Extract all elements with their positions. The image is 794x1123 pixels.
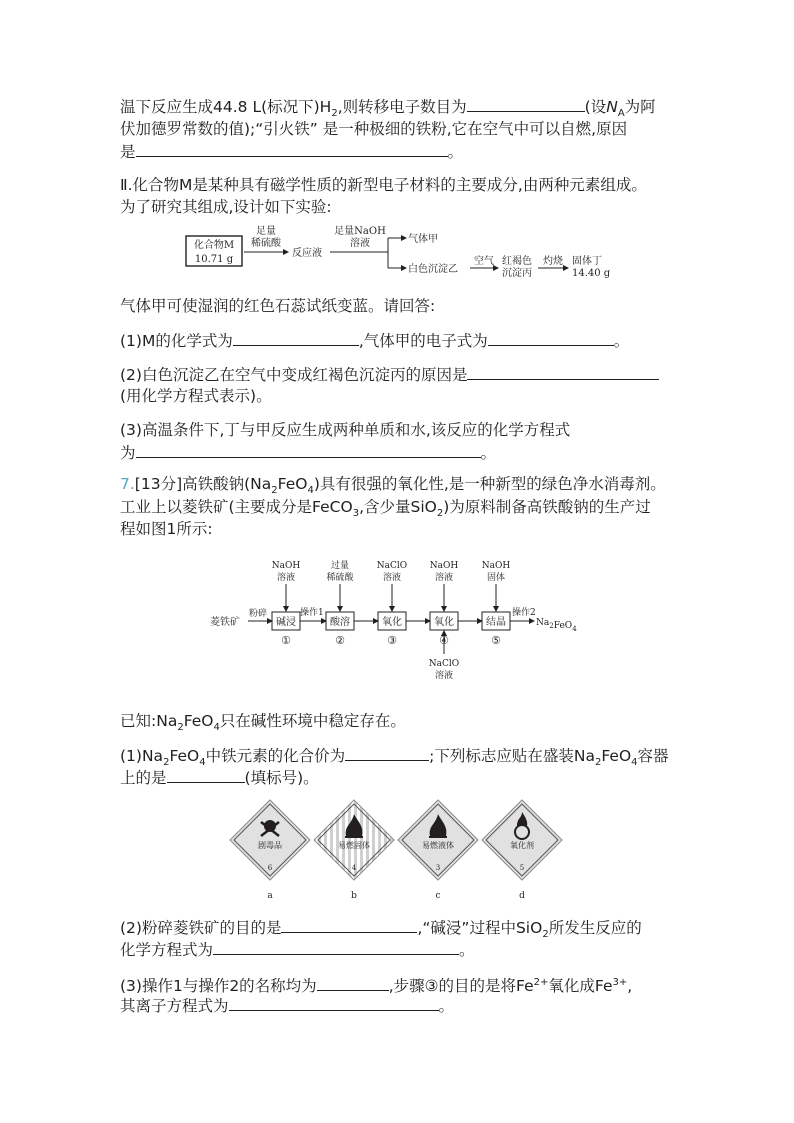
diagram-label: 白色沉淀乙 [408,264,458,275]
text: 已知:Na [120,712,178,730]
text-line [120,442,496,463]
diagram-label: 反应液 [292,248,322,259]
answer-blank[interactable] [167,767,245,783]
flow-reagent-label: NaClO [428,659,460,669]
superscript: 2+ [533,977,549,988]
experiment-diagram [180,222,620,282]
hazard-sign-number: 5 [519,864,525,872]
subscript: 2 [331,108,338,120]
flow-step-number: ① [281,634,291,647]
text-line [120,386,272,406]
flow-box-label: 氧化 [382,617,402,628]
flow-step-label: 操作2 [512,608,536,618]
hazard-sign-label: 易燃固体 [338,841,370,850]
hazard-sign-number: 6 [267,864,273,872]
subscript: 4 [199,757,206,769]
text: [13分]高铁酸钠(Na [134,475,272,493]
text: 只在碱性环境中稳定存在。 [219,712,406,730]
diagram-label: 足量NaOH [334,226,386,237]
text: 其离子方程式为 [120,997,229,1015]
question-3 [120,420,570,440]
question-2 [120,364,659,385]
flow-step-number: ④ [439,634,449,647]
flow-reagent-label: 溶液 [434,573,454,583]
answer-blank[interactable] [467,96,585,112]
text: )具有很强的氧化性,是一种新型的绿色净水消毒剂。 [313,475,666,493]
text: Ⅱ.化合物M是某种具有磁学性质的新型电子材料的主要成分,由两种元素组成。 [120,176,647,194]
subscript: 4 [572,625,577,633]
text: ,则转移电子数目为 [337,98,467,116]
hazard-signs [228,798,564,902]
text: 容器 [637,747,669,765]
text: Na [536,618,550,628]
diagram-label: 14.40 g [572,268,611,279]
text: 程如图1所示: [120,520,213,538]
subscript: 2 [177,722,184,734]
text: FeO [553,621,573,631]
text: ,气体甲的电子式为 [358,332,488,350]
known-info [120,711,406,738]
subscript: 2 [436,508,444,520]
diagram-label: 溶液 [350,238,370,249]
text: 。 [447,143,464,161]
flow-reagent-label: 溶液 [382,573,402,583]
text-line [120,175,647,195]
flow-reagent-label: 过量 [330,561,350,571]
text: 伏加德罗常数的值);“引火铁” 是一种极细的铁粉,它在空气中可以自燃,原因 [120,120,628,138]
flow-reagent-label: 溶液 [276,573,296,583]
subscript: A [617,108,625,120]
diagram-label: 固体丁 [572,256,602,267]
answer-blank[interactable] [345,745,429,761]
text-line [120,519,213,539]
text: 。 [613,332,630,350]
flow-raw-material: 菱铁矿 [210,617,240,628]
subscript: 4 [631,757,638,769]
hazard-sign-letter: d [519,891,525,901]
text: 为阿 [624,98,656,116]
text: 为 [120,444,136,462]
diagram-label: 稀硫酸 [251,238,281,249]
hazard-sign-number: 4 [351,864,357,872]
text-line [120,995,454,1016]
text: (2)白色沉淀乙在空气中变成红褐色沉淀丙的原因是 [120,366,468,384]
flame-base-icon [345,836,363,838]
answer-blank[interactable] [213,939,459,955]
text: (1)Na [120,747,164,765]
process-flow-diagram [208,558,598,686]
diagram-label: 空气 [474,256,494,267]
flow-box-label: 氧化 [434,617,454,628]
text: FeO [169,747,200,765]
subscript: 3 [352,508,360,520]
text: ,“碱浸”过程中SiO [417,919,543,937]
diagram-label: 灼烧 [543,256,563,267]
text: (用化学方程式表示)。 [120,387,272,405]
subscript: 2 [271,485,278,497]
text: 温下反应生成44.8 L(标况下)H [120,98,332,116]
flow-step-label: 操作1 [300,608,324,618]
text: 所发生反应的 [548,919,642,937]
superscript: 3+ [612,977,628,988]
text-line [120,119,627,139]
text: (填标号)。 [244,769,319,787]
answer-blank[interactable] [488,330,614,346]
text: 。 [438,997,455,1015]
subscript: 2 [594,757,602,769]
flame-base-icon [429,836,447,838]
text: )为原料制备高铁酸钠的生产过 [443,498,651,516]
text: 。 [459,941,475,959]
diagram-label: 沉淀丙 [502,268,532,279]
flow-step-label: 粉碎 [249,609,268,619]
text: (3)操作1与操作2的名称均为 [120,977,317,996]
subscript: 2 [163,757,170,769]
flow-reagent-label: NaClO [376,561,408,571]
flow-box-label: 酸溶 [330,617,350,628]
text: (2)粉碎菱铁矿的目的是 [120,919,282,937]
flow-reagent-label: 固体 [486,573,506,583]
flow-step-number: ② [335,634,345,647]
text: (设 [584,98,607,116]
subquestion-3 [120,973,632,996]
subscript: 4 [307,485,314,497]
text: 是 [120,143,136,161]
text: 中铁元素的化合价为 [205,747,346,765]
hazard-sign-number: 3 [435,864,441,872]
hazard-sign-letter: b [351,891,357,901]
subscript: 4 [213,722,220,734]
answer-blank[interactable] [136,141,448,157]
text-line [120,767,319,788]
text: ,含少量SiO [359,498,437,516]
text: N [606,98,618,116]
flow-step-number: ③ [387,634,397,647]
text: 工业上以菱铁矿(主要成分是FeCO [120,498,353,516]
text: (1)M的化学式为 [120,332,233,350]
subscript: 2 [549,622,554,630]
hazard-sign-letter: a [267,891,273,901]
text: ;下列标志应贴在盛装Na [429,747,595,765]
answer-blank[interactable] [281,917,417,933]
flow-reagent-label: NaOH [481,561,511,571]
text: 上的是 [120,769,167,787]
text-line [120,939,475,960]
text: 氧化成Fe [548,977,613,996]
hazard-sign-label: 氧化剂 [510,841,534,850]
text: 为了研究其组成,设计如下实验: [120,198,332,216]
text-line [120,141,463,162]
flow-box-label: 结晶 [486,617,506,628]
answer-blank[interactable] [317,975,389,991]
hazard-sign-label: 剧毒品 [258,841,282,850]
text: 。 [480,444,497,462]
answer-blank[interactable] [136,442,481,458]
diagram-label: 足量 [256,226,276,237]
answer-blank[interactable] [467,364,659,380]
text: FeO [183,712,214,730]
flow-step-number: ⑤ [491,634,501,647]
flow-reagent-label: NaOH [271,561,301,571]
answer-blank[interactable] [233,330,359,346]
text-line [120,197,332,217]
text-line [120,296,435,316]
flow-box-label: 碱浸 [276,617,296,628]
diagram-label: 10.71 g [194,254,234,265]
flow-reagent-label: 稀硫酸 [326,573,354,583]
text: , [627,977,633,996]
question-1 [120,330,629,351]
flow-reagent-label: NaOH [429,561,459,571]
text: (3)高温条件下,丁与甲反应生成两种单质和水,该反应的化学方程式 [120,421,571,439]
subscript: 2 [542,929,549,941]
question-number: 7. [120,475,135,493]
hazard-sign-label: 易燃液体 [422,841,454,850]
diagram-label: 气体甲 [408,234,438,245]
text: FeO [277,475,308,493]
diagram-label: 红褐色 [502,256,532,267]
text: 气体甲可使湿润的红色石蕊试纸变蓝。请回答: [120,297,436,315]
text: FeO [601,747,632,765]
flow-reagent-label: 溶液 [434,671,454,681]
text: ,步骤③的目的是将Fe [388,977,534,996]
answer-blank[interactable] [229,995,439,1011]
text: 化学方程式为 [120,941,214,959]
flow-product [536,618,577,633]
diagram-label: 化合物M [193,240,235,251]
hazard-sign-letter: c [435,891,441,901]
